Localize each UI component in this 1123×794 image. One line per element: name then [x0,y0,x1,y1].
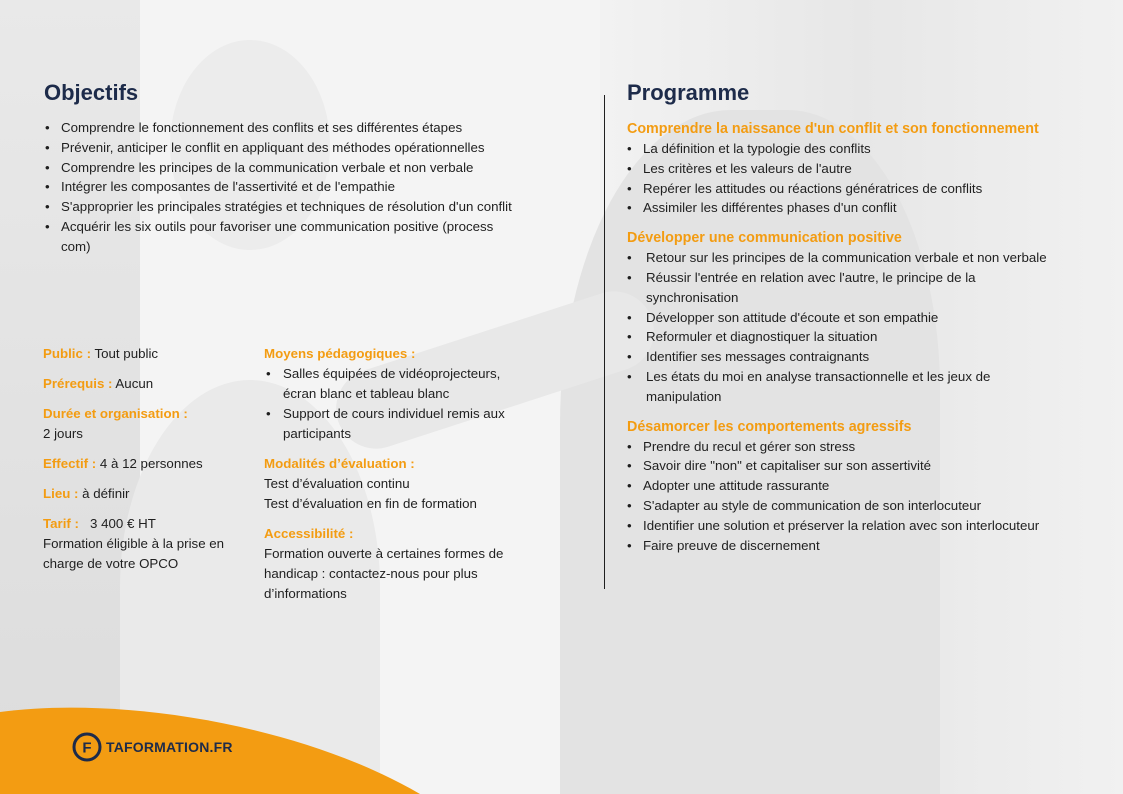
list-item [264,364,514,404]
programme-section-list [627,248,1067,406]
list-item: • Identifier ses messages contraignants [627,349,870,365]
list-item: • Prévenir, anticiper le conflit en appliquant des méthodes opérationnelles [43,138,521,158]
objectifs-list [43,118,521,257]
list-item: • La définition et la typologie des conflits [627,141,871,156]
objectifs-title: Objectifs [44,80,139,105]
public-row [43,344,248,364]
pedagogy-block [264,344,514,604]
duree-label: Durée et organisation : [43,406,188,421]
list-item: • Prendre du recul et gérer son stress [627,438,856,454]
list-item: • Réussir l'entrée en relation avec l'autre, le principe de la synchronisation [627,269,976,305]
list-item: • Développer son attitude d'écoute et son empathie [627,309,939,325]
duree-row [43,404,248,444]
effectif-value: 4 à 12 personnes [96,456,203,471]
list-item: • Assimiler les différentes phases d'un conflit [627,200,897,216]
programme-section-list [627,139,1067,218]
prerequis-row [43,374,248,394]
prerequis-label: Prérequis : [43,376,113,391]
list-item: • Identifier une solution et préserver la relation avec son interlocuteur [627,517,1040,533]
moyens-list [264,364,514,444]
bullet: • [266,406,271,421]
logo-text: TAFORMATION.FR [106,739,233,755]
list-item: • S'adapter au style de communication de son interlocuteur [627,497,982,513]
programme-content [627,119,1067,555]
programme-section-heading: Comprendre la naissance d'un conflit et son fonctionnement [627,121,1039,137]
programme-section-heading: Désamorcer les comportements agressifs [627,418,912,435]
programme-title: Programme [627,80,750,105]
list-item: • Les critères et les valeurs de l'autre [627,160,852,176]
effectif-label: Effectif : [43,456,97,471]
list-item: • Savoir dire "non" et capitaliser sur son assertivité [627,458,932,474]
tarif-row [43,514,248,574]
modalites-title: Modalités d’évaluation : [264,456,415,471]
moyens-item: Salles équipées de vidéoprojecteurs, écran blanc et tableau blanc [283,366,501,401]
duree-value: 2 jours [43,426,83,441]
list-item: • S'approprier les principales stratégies et techniques de résolution d'un conflit [43,197,521,217]
lieu-label: Lieu : [43,486,79,501]
tarif-value: 3 400 € HT [78,516,156,531]
list-item: • Comprendre les principes de la communication verbale et non verbale [43,158,521,178]
moyens-title: Moyens pédagogiques : [264,346,416,361]
list-item: • Faire preuve de discernement [627,537,820,553]
list-item: • Acquérir les six outils pour favoriser une communication positive (process com) [43,217,521,257]
effectif-row [43,454,248,474]
accessibilite-title: Accessibilité : [264,526,354,541]
logo-icon [72,732,102,762]
practical-info [43,344,248,574]
bullet: • [266,366,271,381]
programme-section-heading: Développer une communication positive [627,230,902,247]
logo-letter: F [82,739,92,757]
list-item: • Retour sur les principes de la communication verbale et non verbale [627,250,1047,266]
list-item: • Adopter une attitude rassurante [627,478,830,494]
public-value: Tout public [91,346,159,361]
accessibilite-text: Formation ouverte à certaines formes de handicap : contactez-nous pour plus d’informations [264,546,504,601]
list-item: • Repérer les attitudes ou réactions génératrices de conflits [627,180,983,196]
public-label: Public : [43,346,92,361]
tarif-label: Tarif : [43,516,79,531]
list-item: • Reformuler et diagnostiquer la situation [627,329,878,345]
lieu-row [43,484,248,504]
list-item [264,404,514,444]
tarif-note: Formation éligible à la prise en charge de votre OPCO [43,536,225,571]
lieu-value: à définir [78,486,130,501]
moyens-item: Support de cours individuel remis aux participants [283,406,505,441]
modalites-line2: Test d’évaluation en fin de formation [264,496,477,511]
programme-section-list [627,437,1067,556]
list-item: • Les états du moi en analyse transactionnelle et les jeux de manipulation [627,368,991,404]
column-divider [604,95,605,589]
prerequis-value: Aucun [112,376,154,391]
modalites-line1: Test d’évaluation continu [264,476,410,491]
list-item: • Comprendre le fonctionnement des conflits et ses différentes étapes [43,118,521,138]
logo [72,732,233,762]
list-item: • Intégrer les composantes de l'assertivité et de l'empathie [43,177,521,197]
